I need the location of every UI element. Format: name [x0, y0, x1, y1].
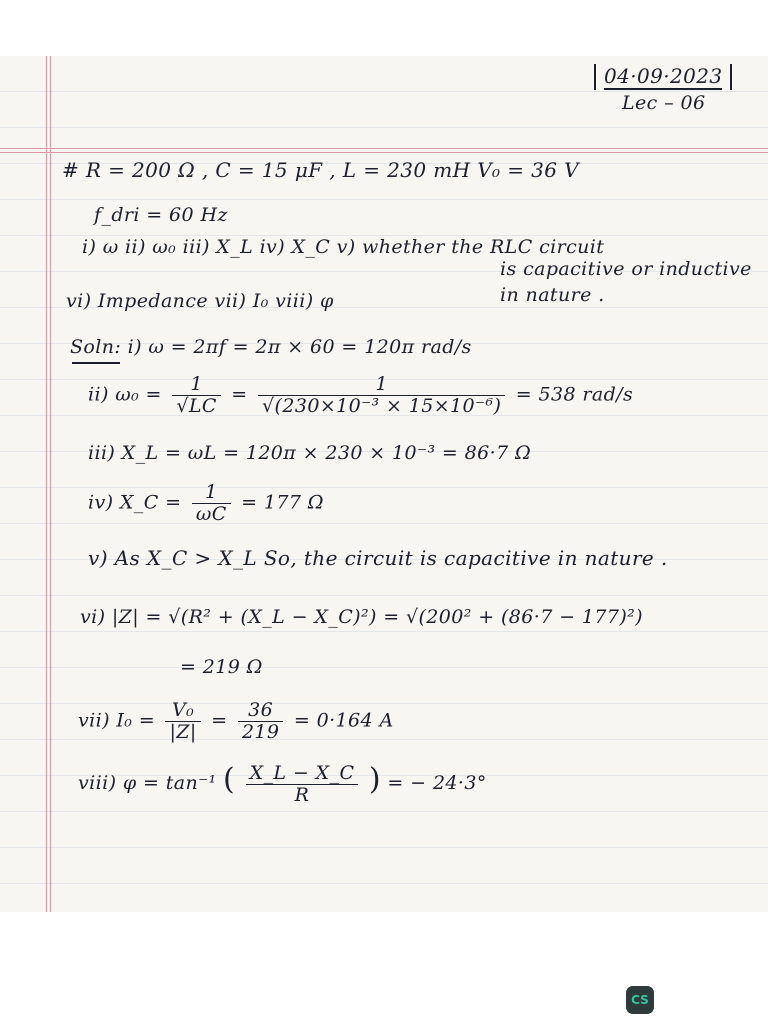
fraction-denominator: R — [246, 784, 359, 806]
fraction — [165, 700, 200, 743]
fraction-denominator: √LC — [172, 395, 220, 417]
header-rule — [0, 148, 768, 149]
solution-peak-current: vii) I₀ = $\frac{\text{V₀}}{|Z|}$ = $\frac{36}{219}$ = 0·164 A — [78, 699, 394, 743]
fraction-denominator: ωC — [192, 503, 231, 525]
solution-impedance: vi) |Z| = √(R² + (X_L − X_C)²) = √(200² + (86·7 − 177)²) — [80, 606, 643, 628]
fraction-numerator: X_L − X_C — [249, 761, 355, 784]
resonant-result: = 538 rad/s — [515, 383, 634, 406]
task-list-row-2: is capacitive or inductive — [500, 258, 752, 280]
fraction-numerator: 1 — [190, 373, 203, 395]
camscanner-logo — [626, 986, 654, 1014]
solution-capacitive-reactance — [88, 482, 324, 525]
solution-impedance-result: = 219 Ω — [180, 656, 263, 678]
camscanner-logo-text: CS — [631, 993, 649, 1007]
task-list-row-4: in nature . — [500, 284, 605, 306]
task-list-row-1: i) ω ii) ω₀ iii) X_L iv) X_C v) whether the RLC circuit — [82, 236, 605, 258]
given-values: # R = 200 Ω , C = 15 μF , L = 230 mH V₀ = 36 V — [62, 158, 579, 182]
date-underline — [604, 88, 722, 90]
driving-frequency: f_dri = 60 Hz — [94, 204, 228, 226]
fraction-numerator: 1 — [375, 373, 388, 395]
solution-circuit-nature: v) As X_C > X_L So, the circuit is capacitive in nature . — [88, 546, 668, 570]
header-rule — [0, 152, 768, 153]
fraction-numerator: 36 — [248, 699, 274, 721]
solution-inductive-reactance: iii) X_L = ωL = 120π × 230 × 10⁻³ = 86·7 Ω — [88, 442, 532, 464]
capacitive-lhs: iv) X_C = — [88, 491, 182, 514]
fraction-denominator: 219 — [238, 721, 283, 743]
fraction — [238, 700, 283, 743]
fraction — [172, 374, 220, 417]
fraction — [258, 374, 505, 417]
fraction — [246, 763, 359, 806]
margin-line — [50, 56, 51, 912]
solution-resonant-frequency: ii) ω₀ = $\frac{1}{√LC}$ = $\frac{1}{\text{√(230×10⁻³ × 15×10⁻⁶)}}$ = 538 rad/s — [88, 373, 634, 417]
lecture-number: Lec – 06 — [622, 92, 706, 114]
phase-result: = − 24·3° — [387, 772, 487, 794]
margin-line — [46, 56, 47, 912]
task-list-row-3: vi) Impedance vii) I₀ viii) φ — [66, 290, 334, 312]
fraction-denominator: √(230×10⁻³ × 15×10⁻⁶) — [258, 395, 505, 417]
fraction-numerator: 1 — [205, 481, 218, 503]
soln-underline — [72, 362, 120, 364]
solution-angular-frequency: Soln: i) ω = 2πf = 2π × 60 = 120π rad/s — [70, 336, 472, 358]
fraction-numerator: V₀ — [172, 699, 195, 721]
fraction-denominator: |Z| — [165, 721, 200, 743]
date: 04·09·2023 — [604, 64, 723, 88]
capacitive-result: = 177 Ω — [241, 491, 324, 514]
phase-lhs: viii) φ = tan⁻¹ — [78, 772, 217, 794]
resonant-lhs: ii) ω₀ = — [88, 383, 162, 406]
fraction — [192, 482, 231, 525]
solution-phase-angle: viii) φ = tan⁻¹ ( $\frac{X\_L - X\_C}{R}$ ) = − 24·3° — [78, 761, 487, 806]
current-lhs: vii) I₀ = — [78, 709, 156, 732]
current-result: = 0·164 A — [293, 709, 394, 732]
